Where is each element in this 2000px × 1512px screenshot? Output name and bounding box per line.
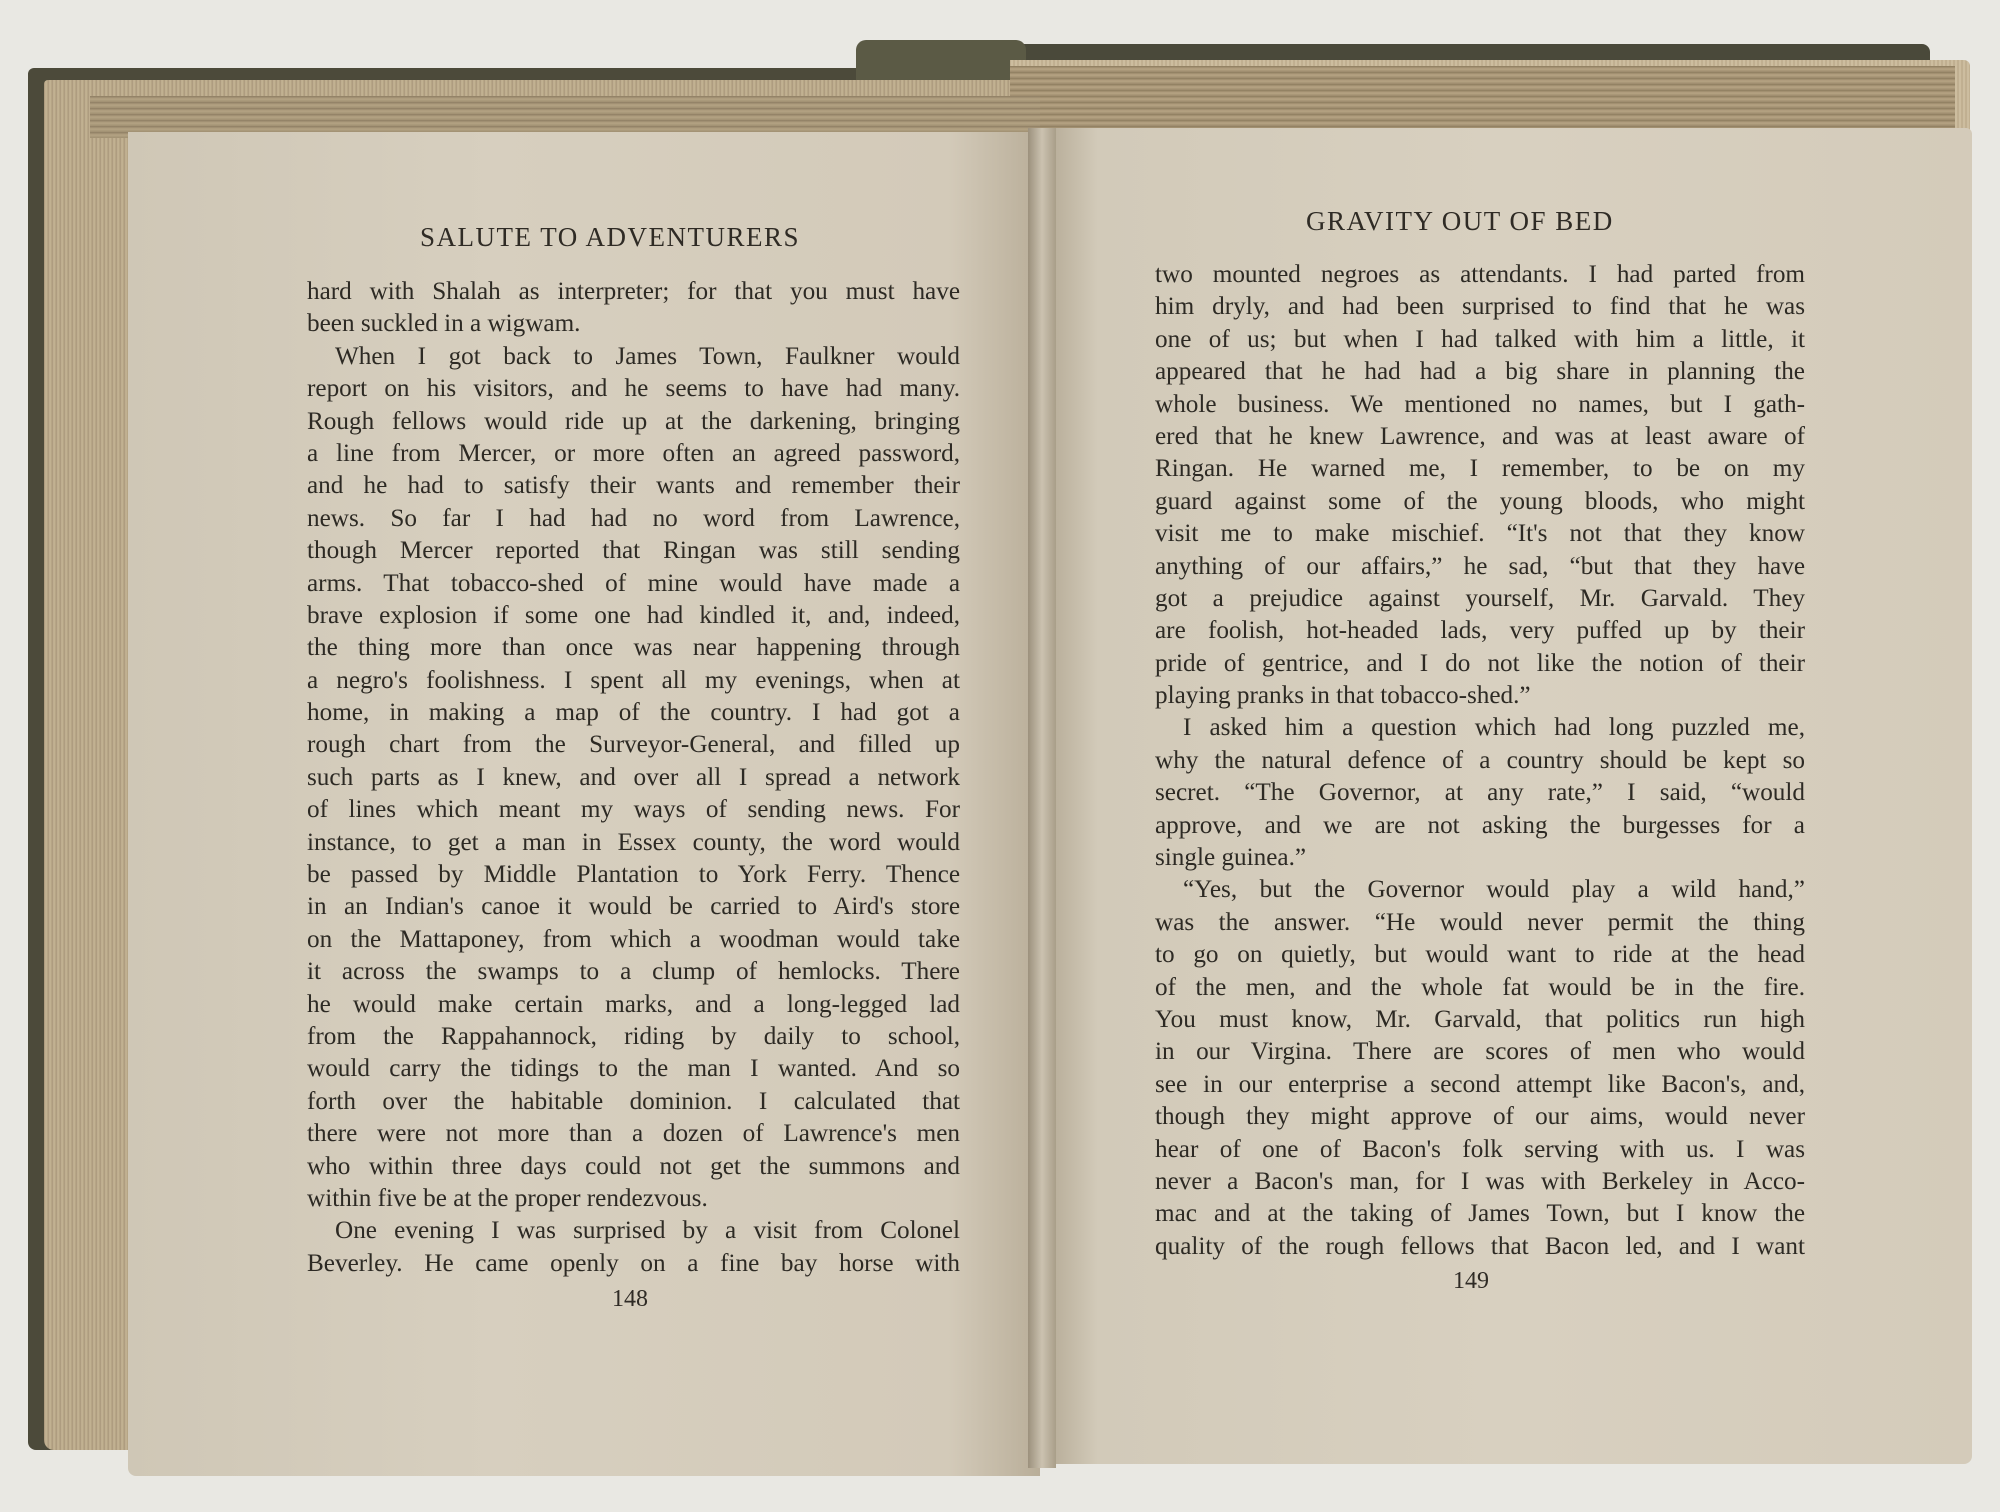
text-line: arms. That tobacco-shed of mine would have made a xyxy=(307,569,960,597)
text-line: Beverley. He came openly on a fine bay horse with xyxy=(307,1249,960,1277)
right-page-text xyxy=(1155,259,1805,1263)
text-line: the thing more than once was near happening through xyxy=(307,634,960,662)
text-line: in our Virgina. There are scores of men who would xyxy=(1155,1038,1805,1066)
text-line: a line from Mercer, or more often an agreed password, xyxy=(307,439,960,467)
text-line: why the natural defence of a country should be kept so xyxy=(1155,746,1805,774)
page-edges-top-right xyxy=(1010,66,1955,136)
text-line: mac and at the taking of James Town, but I know the xyxy=(1155,1200,1805,1228)
left-running-head: SALUTE TO ADVENTURERS xyxy=(420,222,801,252)
text-line: quality of the rough fellows that Bacon led, and I want xyxy=(1155,1232,1805,1260)
text-line: and he had to satisfy their wants and remember their xyxy=(307,472,960,500)
text-line: though Mercer reported that Ringan was still sending xyxy=(307,537,960,565)
text-line: report on his visitors, and he seems to have had many. xyxy=(307,375,960,403)
text-line: in an Indian's canoe it would be carried to Aird's store xyxy=(307,893,960,921)
text-line: When I got back to James Town, Faulkner would xyxy=(335,342,960,370)
text-line: hear of one of Bacon's folk serving with us. I was xyxy=(1155,1135,1805,1163)
text-line: a negro's foolishness. I spent all my evenings, when at xyxy=(307,666,960,694)
text-line: of lines which meant my ways of sending news. For xyxy=(307,796,960,824)
text-line: to go on quietly, but would want to ride at the head xyxy=(1155,941,1805,969)
text-line: who within three days could not get the summons and xyxy=(307,1152,960,1180)
text-line: forth over the habitable dominion. I calculated that xyxy=(307,1087,960,1115)
text-line: One evening I was surprised by a visit from Colonel xyxy=(335,1217,960,1245)
text-line: pride of gentrice, and I do not like the notion of their xyxy=(1155,649,1805,677)
text-line: it across the swamps to a clump of hemlocks. There xyxy=(307,958,960,986)
text-line: never a Bacon's man, for I was with Berkeley in Acco- xyxy=(1155,1167,1805,1195)
text-line: though they might approve of our aims, would never xyxy=(1155,1103,1805,1131)
text-line: brave explosion if some one had kindled it, and, indeed, xyxy=(307,601,960,629)
text-line: would carry the tidings to the man I wanted. And so xyxy=(307,1055,960,1083)
text-line: approve, and we are not asking the burgesses for a xyxy=(1155,811,1805,839)
text-line: see in our enterprise a second attempt like Bacon's, and, xyxy=(1155,1070,1805,1098)
text-line: news. So far I had had no word from Lawrence, xyxy=(307,504,960,532)
text-line: got a prejudice against yourself, Mr. Garvald. They xyxy=(1155,584,1805,612)
text-line: on the Mattaponey, from which a woodman would take xyxy=(307,925,960,953)
right-page-number: 149 xyxy=(1453,1268,1489,1294)
text-line: one of us; but when I had talked with him a little, it xyxy=(1155,325,1805,353)
text-line: Rough fellows would ride up at the darkening, bringing xyxy=(307,407,960,435)
text-line: home, in making a map of the country. I had got a xyxy=(307,699,960,727)
text-line: I asked him a question which had long puzzled me, xyxy=(1183,714,1805,742)
text-line: single guinea.” xyxy=(1155,844,1307,872)
text-line: anything of our affairs,” he sad, “but that they have xyxy=(1155,552,1805,580)
left-page-text xyxy=(307,276,960,1280)
text-line: You must know, Mr. Garvald, that politics run high xyxy=(1155,1005,1805,1033)
text-line: Ringan. He warned me, I remember, to be on my xyxy=(1155,455,1805,483)
book-gutter xyxy=(1028,128,1056,1468)
text-line: was the answer. “He would never permit the thing xyxy=(1155,908,1805,936)
text-line: within five be at the proper rendezvous. xyxy=(307,1184,708,1212)
text-line: be passed by Middle Plantation to York Ferry. Thence xyxy=(307,861,960,889)
text-line: from the Rappahannock, riding by daily to school, xyxy=(307,1022,960,1050)
text-line: of the men, and the whole fat would be in the fire. xyxy=(1155,973,1805,1001)
text-line: appeared that he had had a big share in planning the xyxy=(1155,358,1805,386)
text-line: he would make certain marks, and a long-legged lad xyxy=(307,990,960,1018)
text-line: such parts as I knew, and over all I spread a network xyxy=(307,763,960,791)
text-line: there were not more than a dozen of Lawrence's men xyxy=(307,1120,960,1148)
text-line: rough chart from the Surveyor-General, and filled up xyxy=(307,731,960,759)
text-line: playing pranks in that tobacco-shed.” xyxy=(1155,682,1531,710)
text-line: been suckled in a wigwam. xyxy=(307,310,581,338)
left-page-number: 148 xyxy=(612,1286,648,1312)
text-line: two mounted negroes as attendants. I had parted from xyxy=(1155,261,1805,288)
text-line: “Yes, but the Governor would play a wild hand,” xyxy=(1183,876,1805,904)
text-line: secret. “The Governor, at any rate,” I said, “would xyxy=(1155,779,1805,807)
text-line: him dryly, and had been surprised to find that he was xyxy=(1155,293,1805,321)
text-line: instance, to get a man in Essex county, the word would xyxy=(307,828,960,856)
text-line: hard with Shalah as interpreter; for that you must have xyxy=(307,278,960,305)
text-line: are foolish, hot-headed lads, very puffed up by their xyxy=(1155,617,1805,645)
text-line: guard against some of the young bloods, who might xyxy=(1155,487,1805,515)
right-running-head: GRAVITY OUT OF BED xyxy=(1306,206,1614,236)
text-line: whole business. We mentioned no names, but I gath- xyxy=(1155,390,1805,418)
text-line: ered that he knew Lawrence, and was at least aware of xyxy=(1155,422,1805,450)
text-line: visit me to make mischief. “It's not that they know xyxy=(1155,520,1805,548)
